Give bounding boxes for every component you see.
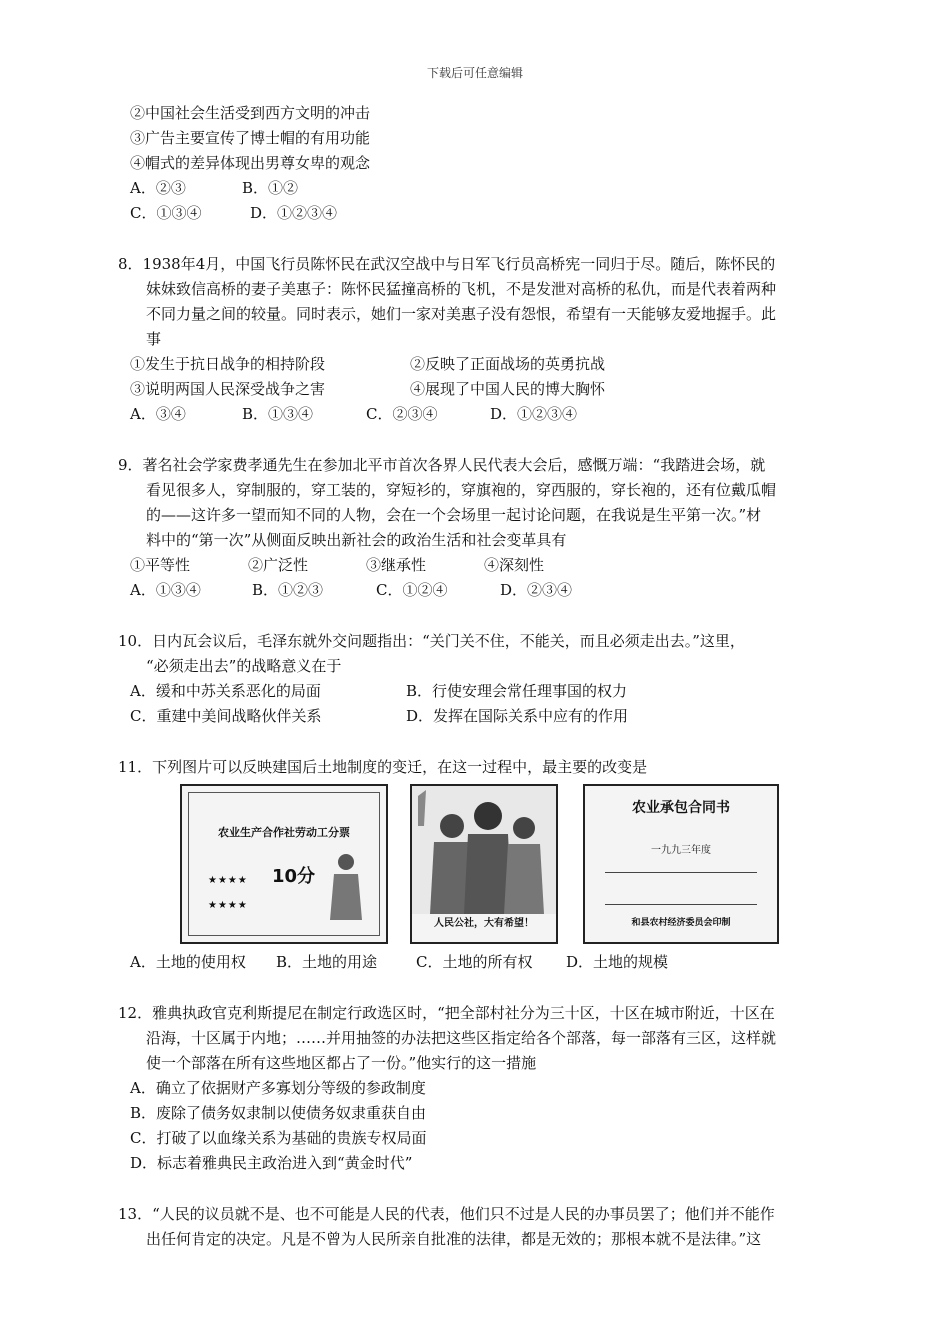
q12-stem-line-2: 沿海，十区属于内地；……并用抽签的办法把这些区指定给各个部落，每一部落有三区，这样就	[146, 1029, 777, 1047]
q9-option-d[interactable]: D．②③④	[500, 581, 573, 599]
pic1-title: 农业生产合作社劳动工分票	[218, 826, 350, 839]
q8-statement-1: ①发生于抗日战争的相持阶段	[130, 355, 326, 373]
q8-stem-line-3: 不同力量之间的较量。同时表示，她们一家对美惠子没有怨恨，希望有一天能够友爱地握手。此	[146, 305, 777, 323]
q8-statements-row-1	[118, 352, 858, 377]
q12-option-d[interactable]: D．标志着雅典民主政治进入到“黄金时代”	[130, 1154, 413, 1172]
q9-stem-line-4: 料中的“第一次”从侧面反映出新社会的政治生活和社会变革具有	[146, 531, 567, 549]
q8-statement-4: ④展现了中国人民的博大胸怀	[410, 380, 606, 398]
signature-line	[605, 872, 757, 873]
contract-document-image	[583, 784, 779, 944]
q9-option-b[interactable]: B．①②③	[252, 581, 324, 599]
q11-pictures	[118, 780, 858, 950]
q7-options-row-1	[118, 176, 858, 201]
q9-stem-line-2: 看见很多人，穿制服的，穿工装的，穿短衫的，穿旗袍的，穿西服的，穿长袍的，还有位戴瓜帽	[146, 481, 777, 499]
q11-option-b[interactable]: B．土地的用途	[276, 953, 378, 971]
q9-statement-3: ③继承性	[366, 556, 427, 574]
q8-stem-line-2: 妹妹致信高桥的妻子美惠子：陈怀民猛撞高桥的飞机，不是发泄对高桥的私仇，而是代表着两种	[146, 280, 777, 298]
q9-statement-4: ④深刻性	[484, 556, 545, 574]
q11-option-a[interactable]: A．土地的使用权	[130, 953, 246, 971]
q10-stem-line-1: 10．日内瓦会议后，毛泽东就外交问题指出：“关门关不住，不能关，而且必须走出去。”这里，	[118, 632, 745, 650]
q7-option-c[interactable]: C．①③④	[130, 204, 202, 222]
pic1-value: 10分	[272, 866, 316, 887]
q8-options	[118, 402, 858, 427]
question-content	[118, 101, 858, 1252]
q8-option-a[interactable]: A．③④	[130, 405, 186, 423]
q8-statements-row-2	[118, 377, 858, 402]
q11-options	[118, 950, 858, 975]
farmer-figure-icon	[322, 850, 370, 922]
q13-stem-line-2: 出任何肯定的决定。凡是不曾为人民所亲自批准的法律，都是无效的；那根本就不是法律。”这	[146, 1230, 762, 1248]
q12-option-b[interactable]: B．废除了债务奴隶制以使债务奴隶重获自由	[130, 1104, 427, 1122]
pic3-footer: 和县农村经济委员会印制	[631, 918, 731, 928]
star-icon: ★★★★ ★★★★	[208, 875, 248, 911]
q9-options	[118, 578, 858, 603]
q10-option-a[interactable]: A．缓和中苏关系恶化的局面	[130, 682, 321, 700]
q7-statement-4: ④帽式的差异体现出男尊女卑的观念	[130, 154, 371, 172]
q8-statement-3: ③说明两国人民深受战争之害	[130, 380, 326, 398]
pic3-year: 一九九三年度	[651, 845, 711, 856]
q7-options-row-2	[118, 201, 858, 226]
q10-option-d[interactable]: D．发挥在国际关系中应有的作用	[406, 707, 629, 725]
q8-option-c[interactable]: C．②③④	[366, 405, 438, 423]
pic2-caption: 人民公社，大有希望！	[434, 918, 534, 929]
q10-stem-line-2: “必须走出去”的战略意义在于	[146, 657, 342, 675]
q9-option-a[interactable]: A．①③④	[130, 581, 201, 599]
q7-statement-2: ②中国社会生活受到西方文明的冲击	[130, 104, 371, 122]
q8-statement-2: ②反映了正面战场的英勇抗战	[410, 355, 606, 373]
q12-option-a[interactable]: A．确立了依据财产多寡划分等级的参政制度	[130, 1079, 426, 1097]
q8-option-b[interactable]: B．①③④	[242, 405, 314, 423]
q9-stem-line-1: 9．著名社会学家费孝通先生在参加北平市首次各界人民代表大会后，感慨万端：“我踏进会场，就	[118, 456, 766, 474]
page-header: 下载后可任意编辑	[426, 66, 523, 80]
q7-option-b[interactable]: B．①②	[242, 179, 299, 197]
work-point-ticket-image	[180, 784, 388, 944]
q11-option-d[interactable]: D．土地的规模	[566, 953, 669, 971]
q10-options-row-1	[118, 679, 858, 704]
q8-stem-line-1: 8．1938年4月，中国飞行员陈怀民在武汉空战中与日军飞行员高桥宪一同归于尽。随后，陈怀民的	[118, 255, 776, 273]
q10-option-c[interactable]: C．重建中美间战略伙伴关系	[130, 707, 322, 725]
q11-stem: 11．下列图片可以反映建国后土地制度的变迁，在这一过程中，最主要的改变是	[118, 758, 648, 776]
q8-stem-line-4: 事	[146, 330, 162, 348]
q12-stem-line-1: 12．雅典执政官克利斯提尼在制定行政选区时，“把全部村社分为三十区，十区在城市附近，十区在	[118, 1004, 775, 1022]
q9-stem-line-3: 的——这许多一望而知不同的人物，会在一个会场里一起讨论问题，在我说是生平第一次。”材	[146, 506, 762, 524]
q13-stem-line-1: 13．“人民的议员就不是、也不可能是人民的代表，他们只不过是人民的办事员罢了；他们并不能作	[118, 1205, 775, 1223]
q9-statement-1: ①平等性	[130, 556, 191, 574]
q9-statement-2: ②广泛性	[248, 556, 309, 574]
q7-statement-3: ③广告主要宣传了博士帽的有用功能	[130, 129, 371, 147]
q8-option-d[interactable]: D．①②③④	[490, 405, 578, 423]
q12-option-c[interactable]: C．打破了以血缘关系为基础的贵族专权局面	[130, 1129, 427, 1147]
q9-option-c[interactable]: C．①②④	[376, 581, 448, 599]
q9-statements	[118, 553, 858, 578]
q7-option-a[interactable]: A．②③	[130, 179, 186, 197]
q10-option-b[interactable]: B．行使安理会常任理事国的权力	[406, 682, 628, 700]
commune-figures-icon	[412, 786, 556, 914]
signature-line	[605, 904, 757, 905]
pic3-title: 农业承包合同书	[632, 800, 730, 816]
q11-option-c[interactable]: C．土地的所有权	[416, 953, 533, 971]
q12-stem-line-3: 使一个部落在所有这些地区都占了一份。”他实行的这一措施	[146, 1054, 537, 1072]
q10-options-row-2	[118, 704, 858, 729]
q7-option-d[interactable]: D．①②③④	[250, 204, 338, 222]
peoples-commune-poster-image	[410, 784, 558, 944]
